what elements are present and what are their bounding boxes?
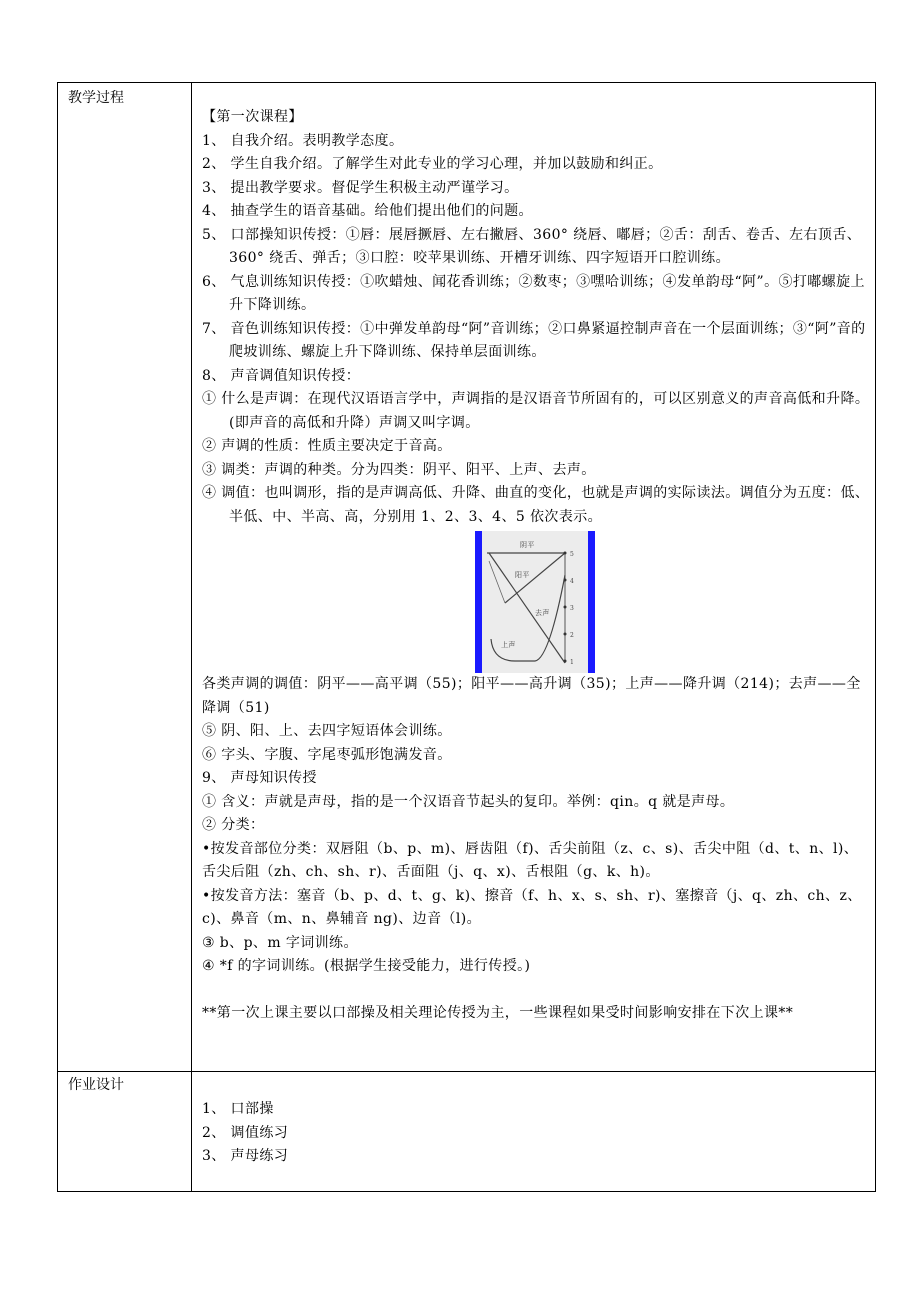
list-item: 5、 口部操知识传授：①唇：展唇撅唇、左右撇唇、360° 绕唇、嘟唇；②舌：刮舌、卷舌、左右顶舌、360° 绕舌、弹舌；③口腔：咬苹果训练、开槽牙训练、四字短语开口腔训练。	[202, 226, 862, 266]
scale-dot	[564, 606, 567, 609]
homework-content	[202, 1098, 870, 1169]
label-qusheng: 去声	[535, 609, 550, 617]
scale-dot	[564, 552, 567, 555]
homework-item: 3、 声母练习	[202, 1148, 289, 1164]
scale-2: 2	[570, 632, 575, 639]
tone-item: ④ 调值：也叫调形，指的是声调高低、升降、曲直的变化，也就是声调的实际读法。调值分为五度：低、半低、中、半高、高，分别用 1、2、3、4、5 依次表示。	[202, 485, 870, 525]
scale-1: 1	[570, 659, 575, 666]
list-item: 6、 气息训练知识传授：①吹蜡烛、闻花香训练；②数枣；③嘿哈训练；④发单韵母“阿”。⑤打嘟螺旋上升下降训练。	[202, 273, 865, 313]
initials-item: ③ b、p、m 字词训练。	[202, 934, 358, 951]
scale-dot	[564, 633, 567, 636]
list-item: 2、 学生自我介绍。了解学生对此专业的学习心理，并加以鼓励和纠正。	[202, 156, 663, 172]
row-divider	[58, 1071, 875, 1072]
list-item: 1、 自我介绍。表明教学态度。	[202, 132, 404, 149]
scale-3: 3	[570, 605, 575, 612]
label-yinping: 阴平	[520, 541, 535, 549]
tone-item: ② 声调的性质：性质主要决定于音高。	[202, 438, 452, 454]
tone-diagram-svg	[475, 531, 595, 673]
tone-practice-item: ⑤ 阴、阳、上、去四字短语体会训练。	[202, 723, 452, 739]
initials-item: •按发音部位分类：双唇阻（b、p、m)、唇齿阻（f)、舌尖前阻（z、c、s)、舌尖中阻（d、t、n、l)、舌尖后阻（zh、ch、sh、r)、舌面阻（j、q、x)、舌根阻（g、k、h)。	[202, 840, 859, 880]
tone-item: ③ 调类：声调的种类。分为四类：阴平、阳平、上声、去声。	[202, 461, 596, 478]
label-shangsheng: 上声	[501, 641, 516, 649]
lesson-heading: 【第一次课程】	[202, 109, 303, 125]
tone-practice-item: ⑥ 字头、字腹、字尾枣弧形饱满发音。	[202, 746, 452, 763]
initials-item: ② 分类：	[202, 817, 265, 833]
scale-dot	[564, 579, 567, 582]
scale-5: 5	[570, 551, 575, 558]
initials-item: •按发音方法：塞音（b、p、d、t、g、k)、擦音（f、h、x、s、sh、r)、塞擦音（j、q、zh、ch、z、c)、鼻音（m、n、鼻辅音 ng)、边音（l)。	[202, 887, 862, 927]
homework-label: 作业设计	[68, 1077, 124, 1093]
initials-item: ① 含义：声就是声母，指的是一个汉语音节起头的复印。举例：qin。q 就是声母。	[202, 793, 735, 810]
list-item: 3、 提出教学要求。督促学生积极主动严谨学习。	[202, 179, 519, 196]
tone-diagram	[475, 531, 595, 673]
diagram-left-bar	[475, 531, 482, 673]
list-item: 8、 声音调值知识传授：	[202, 367, 361, 384]
list-item: 7、 音色训练知识传授：①中弹发单韵母“阿”音训练；②口鼻紧逼控制声音在一个层面训练；③“阿”音的爬坡训练、螺旋上升下降训练、保持单层面训练。	[202, 320, 866, 360]
tone-item: ① 什么是声调：在现代汉语语言学中，声调指的是汉语音节所固有的，可以区别意义的声音高低和升降。(即声音的高低和升降）声调又叫字调。	[202, 391, 870, 431]
diagram-right-bar	[588, 531, 595, 673]
process-content	[202, 106, 870, 1025]
column-divider	[191, 83, 192, 1191]
scale-4: 4	[570, 578, 575, 585]
scale-dot	[564, 660, 567, 663]
lesson-table	[57, 82, 876, 1192]
initials-item: ④ *f 的字词训练。(根据学生接受能力，进行传授。)	[202, 958, 531, 974]
label-yangping: 阳平	[515, 571, 530, 579]
homework-item: 1、 口部操	[202, 1101, 274, 1117]
lesson-note: **第一次上课主要以口部操及相关理论传授为主，一些课程如果受时间影响安排在下次上课**	[202, 1004, 794, 1021]
tone-practice-item: 9、 声母知识传授	[202, 770, 317, 786]
homework-item: 2、 调值练习	[202, 1124, 289, 1141]
process-label: 教学过程	[68, 90, 124, 106]
tone-values: 各类声调的调值：阴平——高平调（55)；阳平——高升调（35)；上声——降升调（214)；去声——全降调（51)	[202, 676, 861, 716]
list-item: 4、 抽查学生的语音基础。给他们提出他们的问题。	[202, 203, 533, 219]
diagram-background	[475, 531, 595, 673]
